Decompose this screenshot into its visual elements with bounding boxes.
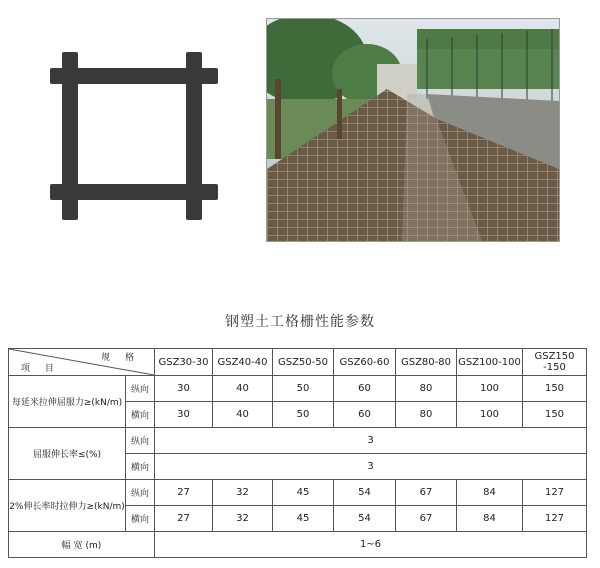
table-cell: 54: [334, 480, 396, 506]
model-header: GSZ30-30: [155, 349, 213, 376]
table-cell: 84: [457, 480, 523, 506]
header-item-label: 项 目: [21, 364, 60, 374]
model-header: GSZ40-40: [213, 349, 273, 376]
table-cell-merged: 1~6: [155, 532, 587, 558]
model-header: GSZ150 -150: [523, 349, 587, 376]
model-header: GSZ80-80: [396, 349, 457, 376]
direction-label: 纵向: [126, 480, 155, 506]
table-row: [9, 480, 587, 506]
row-label-width: 幅 宽 (m): [9, 532, 155, 558]
table-cell: 67: [396, 506, 457, 532]
table-cell: 40: [213, 402, 273, 428]
grid-rib-right: [186, 52, 202, 220]
table-cell: 27: [155, 480, 213, 506]
header-corner-cell: [9, 349, 155, 376]
geogrid-sample-illustration: [40, 40, 230, 230]
table-cell: 80: [396, 376, 457, 402]
table-cell: 150: [523, 376, 587, 402]
row-label-yield-elongation: 屈服伸长率≤(%): [9, 428, 126, 480]
table-title: 钢塑土工格栅性能参数: [225, 314, 375, 330]
table-cell: 45: [273, 506, 334, 532]
table-row: [9, 376, 587, 402]
table-cell: 84: [457, 506, 523, 532]
table-cell: 32: [213, 506, 273, 532]
table-cell: 60: [334, 376, 396, 402]
table-cell: 127: [523, 506, 587, 532]
direction-label: 横向: [126, 506, 155, 532]
direction-label: 纵向: [126, 428, 155, 454]
table-cell: 50: [273, 402, 334, 428]
table-cell: 54: [334, 506, 396, 532]
grid-rib-left: [62, 52, 78, 220]
model-header: GSZ60-60: [334, 349, 396, 376]
model-header: GSZ100-100: [457, 349, 523, 376]
table-cell-merged: 3: [155, 454, 587, 480]
table-cell: 127: [523, 480, 587, 506]
spec-table: [8, 348, 587, 558]
model-header: GSZ50-50: [273, 349, 334, 376]
table-cell: 100: [457, 402, 523, 428]
table-cell: 100: [457, 376, 523, 402]
table-cell: 60: [334, 402, 396, 428]
table-cell: 27: [155, 506, 213, 532]
table-cell: 32: [213, 480, 273, 506]
installation-photo: [266, 18, 560, 242]
table-header-row: [9, 349, 587, 376]
table-cell: 67: [396, 480, 457, 506]
table-cell: 40: [213, 376, 273, 402]
table-cell: 80: [396, 402, 457, 428]
row-label-2pct-force: 2%伸长率时拉伸力≥(kN/m): [9, 480, 126, 532]
table-cell: 150: [523, 402, 587, 428]
direction-label: 横向: [126, 402, 155, 428]
table-cell: 45: [273, 480, 334, 506]
table-row: [9, 532, 587, 558]
table-cell: 30: [155, 402, 213, 428]
table-cell: 50: [273, 376, 334, 402]
table-row: [9, 428, 587, 454]
row-label-yield-force: 每延米拉伸屈服力≥(kN/m): [9, 376, 126, 428]
header-spec-label: 规 格: [101, 353, 140, 363]
direction-label: 纵向: [126, 376, 155, 402]
table-cell-merged: 3: [155, 428, 587, 454]
table-cell: 30: [155, 376, 213, 402]
direction-label: 横向: [126, 454, 155, 480]
